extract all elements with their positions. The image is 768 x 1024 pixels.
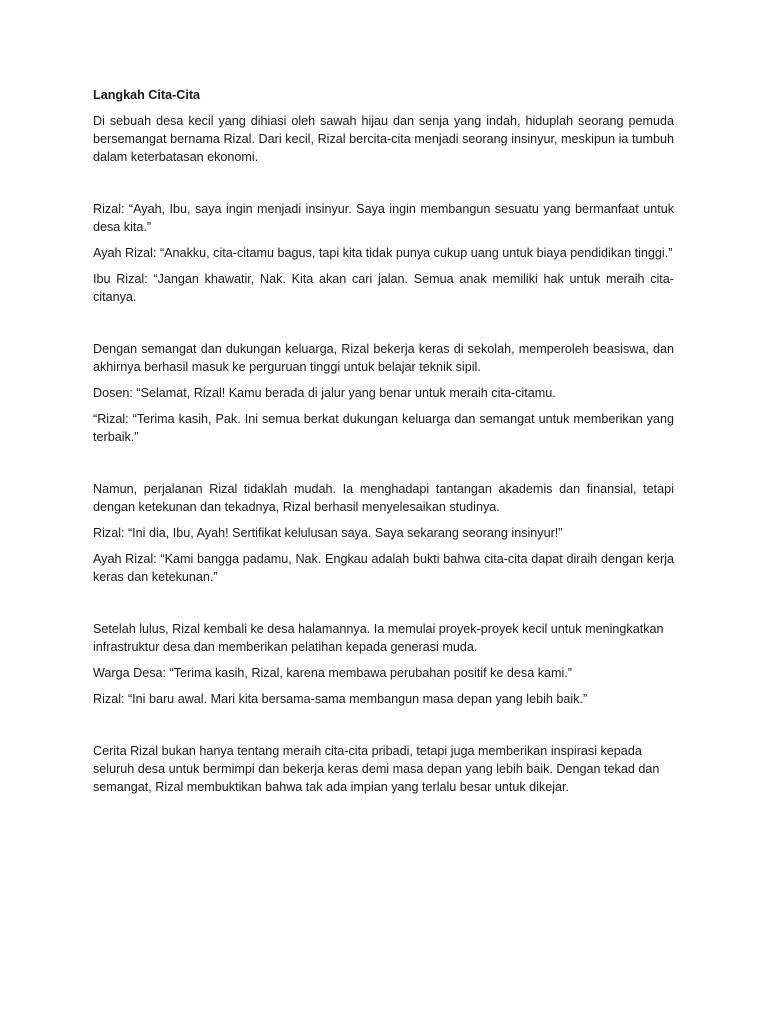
dialogue-line: “Rizal: “Terima kasih, Pak. Ini semua berkat dukungan keluarga dan semangat untuk memberikan yang terbaik.” xyxy=(93,412,674,444)
dialogue-line: Ayah Rizal: “Kami bangga padamu, Nak. Engkau adalah bukti bahwa cita-cita dapat diraih dengan kerja keras dan ketekunan.” xyxy=(93,552,674,584)
section-intro xyxy=(93,112,674,166)
section-university xyxy=(93,340,674,446)
section-gap xyxy=(93,314,674,340)
dialogue-line: Dosen: “Selamat, Rizal! Kamu berada di jalur yang benar untuk meraih cita-citamu. xyxy=(93,386,556,400)
section-gap xyxy=(93,716,674,742)
document-body xyxy=(93,86,674,804)
paragraph: Cerita Rizal bukan hanya tentang meraih cita-cita pribadi, tetapi juga memberikan inspirasi kepada seluruh desa untuk bermimpi dan bekerja keras demi masa depan yang lebih baik. Dengan tekad dan semangat, Rizal membuktikan bahwa tak ada impian yang terlalu besar untuk dikejar. xyxy=(93,744,660,794)
section-graduation xyxy=(93,480,674,586)
paragraph: Di sebuah desa kecil yang dihiasi oleh sawah hijau dan senja yang indah, hiduplah seorang pemuda bersemangat bernama Rizal. Dari kecil, Rizal bercita-cita menjadi seorang insinyur, meskipun ia tumbuh dalam keterbatasan ekonomi. xyxy=(93,114,674,164)
dialogue-line: Warga Desa: “Terima kasih, Rizal, karena membawa perubahan positif ke desa kami.” xyxy=(93,666,572,680)
paragraph: Setelah lulus, Rizal kembali ke desa halamannya. Ia memulai proyek-proyek kecil untuk meningkatkan infrastruktur desa dan memberikan pelatihan kepada generasi muda. xyxy=(93,622,664,654)
section-return-village xyxy=(93,620,674,708)
section-gap xyxy=(93,454,674,480)
dialogue-line: Rizal: “Ayah, Ibu, saya ingin menjadi insinyur. Saya ingin membangun sesuatu yang bermanfaat untuk desa kita.” xyxy=(93,202,674,234)
dialogue-line: Ibu Rizal: “Jangan khawatir, Nak. Kita akan cari jalan. Semua anak memiliki hak untuk meraih cita-citanya. xyxy=(93,272,674,304)
dialogue-line: Rizal: “Ini baru awal. Mari kita bersama-sama membangun masa depan yang lebih baik.” xyxy=(93,692,588,706)
section-gap xyxy=(93,174,674,200)
section-conclusion xyxy=(93,742,674,796)
dialogue-line: Rizal: “Ini dia, Ibu, Ayah! Sertifikat kelulusan saya. Saya sekarang seorang insinyur!” xyxy=(93,526,563,540)
section-dialogue-1 xyxy=(93,200,674,306)
dialogue-line: Ayah Rizal: “Anakku, cita-citamu bagus, tapi kita tidak punya cukup uang untuk biaya pendidikan tinggi.” xyxy=(93,246,673,260)
paragraph: Namun, perjalanan Rizal tidaklah mudah. Ia menghadapi tantangan akademis dan finansial, tetapi dengan ketekunan dan tekadnya, Rizal berhasil menyelesaikan studinya. xyxy=(93,482,674,514)
document-title: Langkah Cita-Cita xyxy=(93,88,201,102)
paragraph: Dengan semangat dan dukungan keluarga, Rizal bekerja keras di sekolah, memperoleh beasiswa, dan akhirnya berhasil masuk ke perguruan tinggi untuk belajar teknik sipil. xyxy=(93,342,674,374)
section-gap xyxy=(93,594,674,620)
